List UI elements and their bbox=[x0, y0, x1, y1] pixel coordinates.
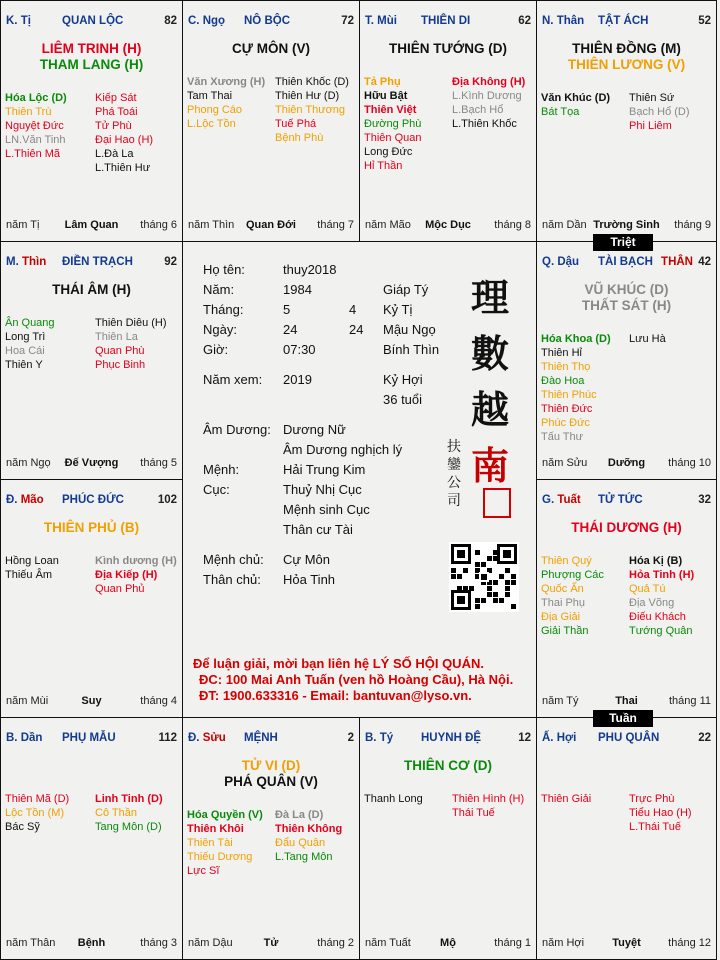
minor-stars-left bbox=[541, 554, 604, 638]
year-label: năm Mùi bbox=[6, 695, 49, 707]
calligraphy-title: 理 數 越 南 bbox=[471, 275, 510, 488]
minor-star: Tam Thai bbox=[187, 90, 233, 102]
minor-star: Thiên Tài bbox=[187, 837, 233, 849]
minor-star: Tấu Thư bbox=[541, 431, 584, 443]
main-star: PHÁ QUÂN (V) bbox=[224, 774, 318, 789]
branch-label: K. Tị bbox=[6, 15, 31, 27]
palace-name: MỆNH bbox=[244, 732, 278, 744]
info-value: 2019 bbox=[283, 372, 312, 387]
main-stars bbox=[183, 41, 359, 57]
stage-label: Mộc Dục bbox=[425, 219, 471, 231]
minor-star: Thiên Diêu (H) bbox=[95, 317, 167, 329]
red-seal-stamp bbox=[483, 488, 511, 518]
main-star: THAM LANG (H) bbox=[39, 57, 144, 72]
palace-name: ĐIỀN TRẠCH bbox=[62, 256, 133, 268]
main-star: CỰ MÔN (V) bbox=[232, 41, 310, 56]
main-stars bbox=[360, 758, 536, 774]
main-stars bbox=[183, 758, 359, 790]
minor-star: Địa Không (H) bbox=[452, 76, 526, 88]
palace-header bbox=[365, 732, 531, 746]
minor-star: Thiên Sứ bbox=[629, 92, 675, 104]
age-label: 22 bbox=[698, 732, 711, 744]
minor-star: L.Thiên Khốc bbox=[452, 118, 517, 130]
main-stars bbox=[360, 41, 536, 57]
minor-stars-left bbox=[541, 91, 610, 119]
palace-header bbox=[188, 15, 354, 29]
palace-footer bbox=[6, 457, 177, 471]
age-label: 42 bbox=[698, 256, 711, 268]
info-key: Mệnh chủ: bbox=[203, 552, 264, 567]
calligraphy-subtitle: 扶 鑾 公 司 bbox=[447, 439, 461, 509]
palace-header bbox=[6, 256, 177, 270]
palace-name: TẬT ÁCH bbox=[598, 15, 649, 27]
year-label: năm Thân bbox=[6, 937, 56, 949]
minor-star: Hóa Kị (B) bbox=[629, 555, 683, 567]
branch-label: M. bbox=[6, 256, 19, 268]
minor-star: Lộc Tồn (M) bbox=[5, 807, 65, 819]
minor-stars-left bbox=[541, 792, 591, 806]
stage-label: Suy bbox=[81, 695, 102, 707]
minor-star: Đẩu Quân bbox=[275, 837, 326, 849]
main-star: TỬ VI (D) bbox=[241, 758, 301, 773]
contact-info: Để luận giải, mời bạn liên hệ LÝ SỐ HỘI QUÁN. ĐC: 100 Mai Anh Tuấn (ven hồ Hoàng Cầu), Hà Nội. ĐT: 1900.633316 - Email: bantuvan@lyso.vn. bbox=[193, 656, 514, 703]
info-cancha: Kỷ Hợi bbox=[383, 372, 423, 387]
info-value: Cự Môn bbox=[283, 552, 330, 567]
month-label: tháng 7 bbox=[317, 219, 354, 231]
minor-star: Lưu Hà bbox=[629, 333, 666, 345]
minor-star: Tướng Quân bbox=[629, 625, 693, 637]
age-label: 112 bbox=[158, 732, 177, 744]
palace-cell[interactable] bbox=[183, 718, 360, 960]
main-star: LIÊM TRINH (H) bbox=[41, 41, 142, 56]
triet-tag: Triệt bbox=[593, 234, 653, 251]
minor-star: L.Kình Dương bbox=[452, 90, 522, 102]
minor-star: Phi Liêm bbox=[629, 120, 672, 132]
minor-star: Phúc Đức bbox=[541, 417, 590, 429]
minor-stars-right bbox=[95, 554, 177, 596]
minor-star: Văn Xương (H) bbox=[187, 76, 266, 88]
month-label: tháng 6 bbox=[140, 219, 177, 231]
age-label: 82 bbox=[164, 15, 177, 27]
month-label: tháng 10 bbox=[668, 457, 711, 469]
main-star: THIÊN TƯỚNG (D) bbox=[389, 41, 507, 56]
info-value: Thân cư Tài bbox=[283, 522, 353, 537]
minor-star: Tả Phụ bbox=[364, 76, 401, 88]
main-stars bbox=[537, 282, 716, 314]
minor-star: Bát Tọa bbox=[541, 106, 580, 118]
minor-star: Địa Kiếp (H) bbox=[95, 569, 158, 581]
palace-header bbox=[6, 15, 177, 29]
branch-highlight: Tuất bbox=[557, 494, 581, 506]
info-value: Thuỷ Nhị Cục bbox=[283, 482, 362, 497]
minor-star: Long Đức bbox=[364, 146, 413, 158]
main-stars bbox=[1, 520, 182, 536]
age-label: 52 bbox=[698, 15, 711, 27]
minor-star: Kiếp Sát bbox=[95, 92, 137, 104]
minor-star: Thiên Y bbox=[5, 359, 43, 371]
info-key: Thân chủ: bbox=[203, 572, 261, 587]
palace-cell[interactable] bbox=[360, 718, 537, 960]
palace-name: HUYNH ĐỆ bbox=[421, 732, 482, 744]
info-value-lunar: 4 bbox=[349, 302, 357, 317]
minor-star: Quan Phủ bbox=[95, 583, 145, 595]
branch-label: C. Ngọ bbox=[188, 15, 226, 27]
stage-label: Tử bbox=[263, 937, 279, 949]
minor-star: Quan Phù bbox=[95, 345, 145, 357]
year-label: năm Ngọ bbox=[6, 457, 51, 469]
minor-stars-right bbox=[275, 808, 342, 864]
main-star: THIÊN CƠ (D) bbox=[403, 758, 492, 773]
month-label: tháng 8 bbox=[494, 219, 531, 231]
palace-name: PHÚC ĐỨC bbox=[62, 494, 124, 506]
minor-star: Long Trì bbox=[5, 331, 46, 343]
minor-star: Thiên Thương bbox=[275, 104, 346, 116]
minor-stars-right bbox=[95, 792, 163, 834]
palace-cell[interactable] bbox=[0, 480, 183, 718]
minor-star: L.Thiên Mã bbox=[5, 148, 61, 160]
info-key: Năm: bbox=[203, 282, 235, 297]
main-stars bbox=[1, 41, 182, 73]
branch-highlight: Thìn bbox=[21, 256, 47, 268]
minor-star: Thiên Việt bbox=[364, 104, 417, 116]
palace-footer bbox=[542, 695, 711, 709]
minor-star: Thiên Mã (D) bbox=[5, 793, 70, 805]
minor-star: Thiên La bbox=[95, 331, 138, 343]
minor-star: Thai Phụ bbox=[541, 597, 586, 609]
palace-cell[interactable] bbox=[537, 718, 717, 960]
minor-star: Thiên Không bbox=[275, 823, 343, 835]
branch-label: Đ. bbox=[6, 494, 18, 506]
minor-star: Phá Toái bbox=[95, 106, 138, 118]
minor-star: Thiên Quan bbox=[364, 132, 422, 144]
minor-star: L.Lộc Tồn bbox=[187, 118, 236, 130]
palace-header bbox=[542, 494, 711, 508]
minor-star: Lực Sĩ bbox=[187, 865, 220, 877]
year-label: năm Mão bbox=[365, 219, 411, 231]
minor-star: Trực Phù bbox=[629, 793, 675, 805]
branch-label: Đ. bbox=[188, 732, 200, 744]
minor-star: Hóa Quyền (V) bbox=[187, 809, 263, 821]
minor-stars-right bbox=[629, 792, 692, 834]
minor-star: Văn Khúc (D) bbox=[541, 92, 611, 104]
palace-name: PHU QUÂN bbox=[598, 732, 660, 744]
info-cancha: Giáp Tý bbox=[383, 282, 429, 297]
tuan-tag: Tuần bbox=[593, 710, 653, 727]
palace-cell[interactable] bbox=[0, 718, 183, 960]
info-value: Âm Dương nghịch lý bbox=[283, 442, 403, 457]
minor-star: Thiếu Âm bbox=[5, 569, 53, 581]
main-star: THÁI ÂM (H) bbox=[52, 282, 131, 297]
branch-label: T. Mùi bbox=[365, 15, 397, 27]
body-palace-marker: THÂN bbox=[661, 256, 693, 268]
palace-header bbox=[365, 15, 531, 29]
minor-star: Ân Quang bbox=[5, 317, 55, 329]
palace-footer bbox=[365, 937, 531, 951]
minor-star: Quốc Ấn bbox=[541, 583, 584, 595]
minor-stars-left bbox=[541, 332, 611, 444]
branch-highlight: Mão bbox=[20, 494, 44, 506]
palace-header bbox=[6, 732, 177, 746]
minor-star: Thiên Khốc (D) bbox=[275, 76, 349, 88]
info-cancha: 36 tuổi bbox=[383, 392, 423, 407]
minor-stars-right bbox=[452, 792, 524, 820]
qr-code-icon[interactable] bbox=[449, 542, 519, 612]
minor-star: Thiếu Dương bbox=[187, 851, 253, 863]
palace-cell[interactable] bbox=[360, 0, 537, 242]
minor-star: Điếu Khách bbox=[629, 611, 686, 623]
info-key: Năm xem: bbox=[203, 372, 263, 387]
stage-label: Quan Đới bbox=[246, 219, 296, 231]
age-label: 92 bbox=[164, 256, 177, 268]
stage-label: Thai bbox=[615, 695, 638, 707]
minor-star: Tang Môn (D) bbox=[95, 821, 162, 833]
age-label: 12 bbox=[518, 732, 531, 744]
palace-header bbox=[542, 15, 711, 29]
minor-star: Hỉ Thần bbox=[364, 160, 403, 172]
minor-star: Thiên Quý bbox=[541, 555, 592, 567]
info-cancha: Mậu Ngọ bbox=[383, 322, 436, 337]
palace-cell[interactable] bbox=[0, 0, 183, 242]
minor-star: Hồng Loan bbox=[5, 555, 59, 567]
minor-star: Địa Giải bbox=[541, 611, 581, 623]
minor-stars-left bbox=[5, 316, 55, 372]
main-star: THIÊN PHỦ (B) bbox=[43, 520, 140, 535]
info-key: Họ tên: bbox=[203, 262, 245, 277]
info-value: 1984 bbox=[283, 282, 312, 297]
main-stars bbox=[537, 41, 716, 73]
minor-star: Hóa Lộc (D) bbox=[5, 92, 67, 104]
year-label: năm Dậu bbox=[188, 937, 233, 949]
age-label: 32 bbox=[698, 494, 711, 506]
minor-star: Thiên Thọ bbox=[541, 361, 591, 373]
palace-footer bbox=[188, 219, 354, 233]
minor-stars-right bbox=[629, 91, 690, 133]
minor-stars-right bbox=[95, 91, 153, 175]
minor-star: Phượng Các bbox=[541, 569, 604, 581]
minor-star: Phục Binh bbox=[95, 359, 146, 371]
month-label: tháng 11 bbox=[668, 695, 711, 707]
palace-cell[interactable] bbox=[183, 0, 360, 242]
branch-label: Ấ. Hợi bbox=[542, 732, 577, 744]
main-star: VŨ KHÚC (D) bbox=[584, 282, 669, 297]
palace-name: THIÊN DI bbox=[421, 15, 471, 27]
minor-star: Bác Sỹ bbox=[5, 821, 40, 833]
minor-star: L.Thái Tuế bbox=[629, 821, 681, 833]
info-value: Hải Trung Kim bbox=[283, 462, 366, 477]
info-key: Cục: bbox=[203, 482, 230, 497]
center-info-panel bbox=[183, 242, 537, 718]
year-label: năm Thìn bbox=[188, 219, 235, 231]
palace-footer bbox=[542, 457, 711, 471]
palace-footer bbox=[6, 937, 177, 951]
stage-label: Mộ bbox=[440, 937, 456, 949]
minor-stars-right bbox=[95, 316, 167, 372]
palace-cell[interactable] bbox=[537, 480, 717, 718]
info-cancha: Kỷ Tị bbox=[383, 302, 413, 317]
minor-star: Kình dương (H) bbox=[95, 555, 177, 567]
month-label: tháng 9 bbox=[674, 219, 711, 231]
minor-star: L.Thiên Hư bbox=[95, 162, 151, 174]
minor-stars-left bbox=[364, 75, 421, 173]
info-value: 24 bbox=[283, 322, 298, 337]
branch-label: B. Dần bbox=[6, 732, 43, 744]
info-value: Hỏa Tinh bbox=[283, 572, 336, 587]
minor-star: Bạch Hổ (D) bbox=[629, 106, 690, 118]
minor-star: Thiên Đức bbox=[541, 403, 593, 415]
main-star: THIÊN LƯƠNG (V) bbox=[567, 57, 686, 72]
year-label: năm Dần bbox=[542, 219, 587, 231]
branch-label: G. bbox=[542, 494, 555, 506]
palace-header bbox=[542, 256, 711, 270]
palace-name: NÔ BỘC bbox=[244, 15, 290, 27]
palace-cell[interactable] bbox=[537, 0, 717, 242]
palace-cell[interactable] bbox=[537, 242, 717, 480]
palace-name: TÀI BẠCH bbox=[598, 256, 653, 268]
minor-star: Đào Hoa bbox=[541, 375, 585, 387]
minor-star: Cô Thần bbox=[95, 807, 137, 819]
minor-star: Thái Tuế bbox=[452, 807, 495, 819]
year-label: năm Tị bbox=[6, 219, 40, 231]
minor-star: Địa Võng bbox=[629, 597, 675, 609]
palace-name: QUAN LỘC bbox=[62, 15, 124, 27]
info-value: 5 bbox=[283, 302, 291, 317]
info-value: Dương Nữ bbox=[283, 422, 346, 437]
age-label: 72 bbox=[341, 15, 354, 27]
stage-label: Đế Vượng bbox=[64, 457, 119, 469]
minor-stars-left bbox=[5, 792, 69, 834]
minor-star: Quả Tú bbox=[629, 583, 666, 595]
minor-star: L.Bạch Hổ bbox=[452, 104, 504, 116]
stage-label: Lâm Quan bbox=[64, 219, 119, 231]
main-stars bbox=[1, 282, 182, 298]
age-label: 102 bbox=[157, 494, 177, 506]
minor-star: Tuế Phá bbox=[275, 118, 317, 130]
info-key: Ngày: bbox=[203, 322, 237, 337]
main-star: THIÊN ĐỒNG (M) bbox=[572, 41, 681, 56]
minor-star: Thiên Khôi bbox=[187, 823, 244, 835]
minor-stars-left bbox=[187, 75, 265, 131]
age-label: 2 bbox=[347, 732, 354, 744]
stage-label: Tuyệt bbox=[612, 937, 641, 949]
minor-star: Thiên Trù bbox=[5, 106, 52, 118]
branch-highlight: Sửu bbox=[202, 732, 226, 744]
minor-star: Nguyệt Đức bbox=[5, 120, 64, 132]
minor-star: Linh Tinh (D) bbox=[95, 793, 163, 805]
info-value: Mệnh sinh Cục bbox=[283, 502, 370, 517]
minor-star: Hữu Bật bbox=[364, 90, 408, 102]
minor-star: L.Đà La bbox=[95, 148, 134, 160]
info-value: thuy2018 bbox=[283, 262, 337, 277]
month-label: tháng 1 bbox=[494, 937, 531, 949]
minor-stars-left bbox=[5, 554, 59, 582]
palace-name: PHỤ MẪU bbox=[62, 732, 116, 744]
month-label: tháng 4 bbox=[140, 695, 177, 707]
main-star: THẤT SÁT (H) bbox=[581, 298, 672, 313]
minor-star: Thiên Hư (D) bbox=[275, 90, 340, 102]
palace-header bbox=[188, 732, 354, 746]
main-star: THÁI DƯƠNG (H) bbox=[571, 520, 682, 535]
info-cancha: Bính Thìn bbox=[383, 342, 440, 357]
palace-header bbox=[542, 732, 711, 746]
minor-star: Hoa Cái bbox=[5, 345, 45, 357]
info-key: Giờ: bbox=[203, 342, 229, 357]
minor-star: Thiên Hình (H) bbox=[452, 793, 525, 805]
minor-star: Thiên Phúc bbox=[541, 389, 597, 401]
palace-footer bbox=[6, 219, 177, 233]
minor-stars-right bbox=[629, 332, 666, 346]
palace-footer bbox=[188, 937, 354, 951]
minor-stars-left bbox=[364, 792, 423, 806]
month-label: tháng 2 bbox=[317, 937, 354, 949]
minor-star: Thanh Long bbox=[364, 793, 423, 805]
palace-footer bbox=[542, 937, 711, 951]
stage-label: Dưỡng bbox=[607, 457, 646, 469]
branch-label: Q. Dậu bbox=[542, 256, 580, 268]
minor-stars-right bbox=[629, 554, 694, 638]
palace-name: TỬ TỨC bbox=[598, 494, 643, 506]
minor-star: Hỏa Tinh (H) bbox=[629, 569, 695, 581]
info-value-lunar: 24 bbox=[349, 322, 364, 337]
minor-star: Thiên Hỉ bbox=[541, 347, 582, 359]
info-key: Âm Dương: bbox=[203, 422, 271, 437]
minor-stars-left bbox=[5, 91, 67, 161]
minor-star: Phong Cáo bbox=[187, 104, 243, 116]
main-stars bbox=[537, 520, 716, 536]
palace-cell[interactable] bbox=[0, 242, 183, 480]
minor-star: Tử Phù bbox=[95, 120, 132, 132]
minor-star: Đường Phù bbox=[364, 118, 422, 130]
year-label: năm Tuất bbox=[365, 937, 411, 949]
palace-footer bbox=[365, 219, 531, 233]
info-key: Mệnh: bbox=[203, 462, 240, 477]
minor-star: Đà La (D) bbox=[275, 809, 324, 821]
minor-stars-left bbox=[187, 808, 263, 878]
minor-star: LN.Văn Tinh bbox=[5, 134, 66, 146]
minor-star: Hóa Khoa (D) bbox=[541, 333, 611, 345]
year-label: năm Tý bbox=[542, 695, 579, 707]
minor-star: L.Tang Môn bbox=[275, 851, 333, 863]
month-label: tháng 3 bbox=[140, 937, 177, 949]
minor-star: Đại Hao (H) bbox=[95, 134, 154, 146]
stage-label: Bệnh bbox=[77, 937, 106, 949]
year-label: năm Hợi bbox=[542, 937, 585, 949]
branch-label: N. Thân bbox=[542, 15, 585, 27]
palace-footer bbox=[542, 219, 711, 233]
minor-star: Thiên Giải bbox=[541, 793, 592, 805]
month-label: tháng 5 bbox=[140, 457, 177, 469]
year-label: năm Sửu bbox=[542, 457, 588, 469]
minor-stars-right bbox=[452, 75, 525, 131]
minor-stars-right bbox=[275, 75, 349, 145]
palace-footer bbox=[6, 695, 177, 709]
minor-star: Bệnh Phù bbox=[275, 132, 324, 144]
month-label: tháng 12 bbox=[668, 937, 711, 949]
minor-star: Giải Thần bbox=[541, 625, 589, 637]
age-label: 62 bbox=[518, 15, 531, 27]
palace-header bbox=[6, 494, 177, 508]
stage-label: Trường Sinh bbox=[593, 219, 660, 231]
info-key: Tháng: bbox=[203, 302, 244, 317]
info-value: 07:30 bbox=[283, 342, 316, 357]
minor-star: Tiểu Hao (H) bbox=[629, 807, 692, 819]
branch-label: B. Tý bbox=[365, 732, 394, 744]
